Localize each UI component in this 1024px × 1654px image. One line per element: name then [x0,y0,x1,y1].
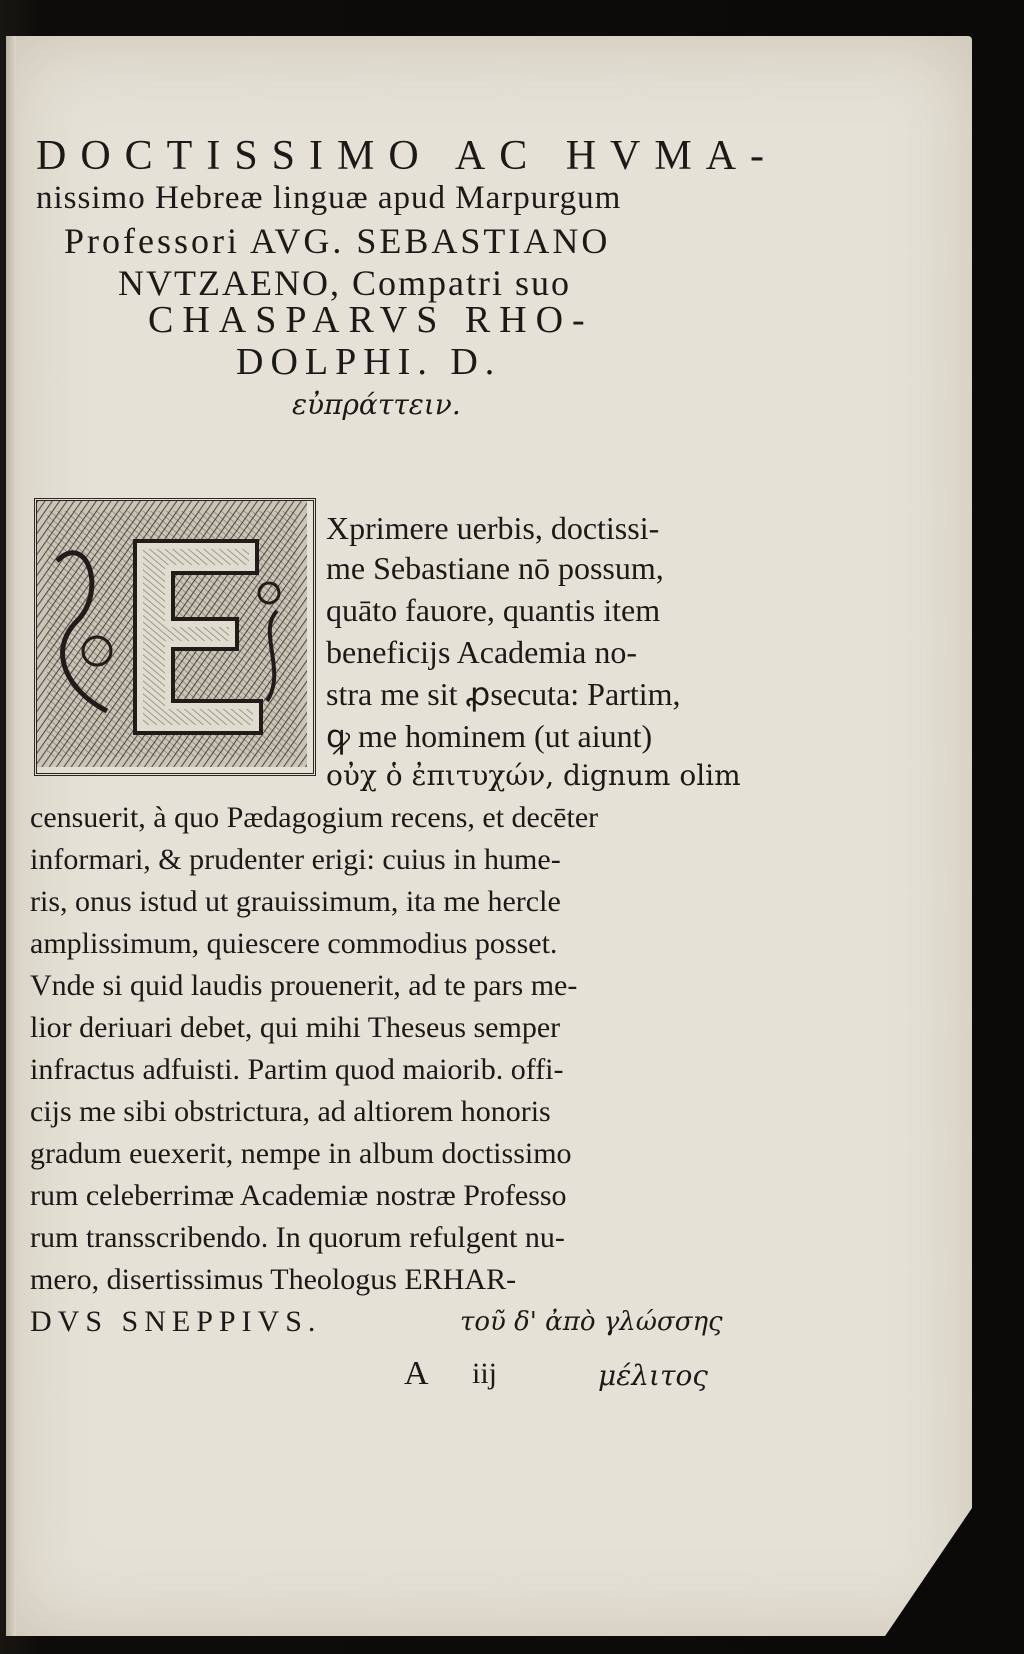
heading-greek-greeting: εὐπράττειν. [292,388,461,421]
body-line: Xprimere uerbis, doctissi- [326,510,660,546]
initial-illustration [37,501,307,767]
body-line: rum celeberrimæ Academiæ nostræ Professo [30,1179,567,1212]
heading-line-6: DOLPHI. D. [236,341,502,383]
body-line: ris, onus istud ut grauissimum, ita me hercle [30,885,561,918]
heading-line-3: Professori AVG. SEBASTIANO [64,221,611,261]
body-line: lior deriuari debet, qui mihi Theseus semper [30,1011,561,1044]
body-line: amplissimum, quiescere commodius posset. [30,927,558,960]
heading-line-5: CHASPARVS RHO- [148,299,594,341]
catchword: μέλιτος [598,1359,708,1392]
body-line: stra me sit ꝓsecuta: Partim, [326,676,681,712]
signature-mark: A [404,1355,429,1392]
body-line: quāto fauore, quantis item [326,592,661,628]
body-line: beneficijs Academia no- [326,634,637,670]
body-line: infractus adfuisti. Partim quod maiorib. offi- [30,1053,564,1086]
body-line: DVS SNEPPIVS. [30,1305,322,1338]
body-line: informari, & prudenter erigi: cuius in hume- [30,843,561,876]
body-line: mero, disertissimus Theologus ERHAR- [30,1263,517,1296]
body-line: me Sebastiane nō possum, [326,550,664,586]
page-gutter-edge [6,36,16,1636]
body-line: Vnde si quid laudis prouenerit, ad te pars me- [30,969,578,1002]
signature-number: iij [472,1357,498,1390]
body-line: ꝙ me hominem (ut aiunt) [326,718,653,754]
body-line: cijs me sibi obstrictura, ad altiorem honoris [30,1095,551,1128]
heading-line-1: DOCTISSIMO AC HVMA- [36,133,779,179]
heading-line-2: nissimo Hebreæ linguæ apud Marpurgum [36,180,622,216]
woodcut-initial-E-icon [34,498,316,776]
greek-phrase: τοῦ δ' ἀπὸ γλώσσης [460,1307,723,1337]
body-line: rum transscribendo. In quorum refulgent nu- [30,1221,565,1254]
body-line: οὐχ ὁ ἐπιτυχών, dignum olim [326,759,741,792]
body-line: censuerit, à quo Pædagogium recens, et decēter [30,801,599,834]
heading-line-4: NVTZAENO, Compatri suo [118,263,571,303]
body-line: gradum euexerit, nempe in album doctissimo [30,1137,572,1170]
